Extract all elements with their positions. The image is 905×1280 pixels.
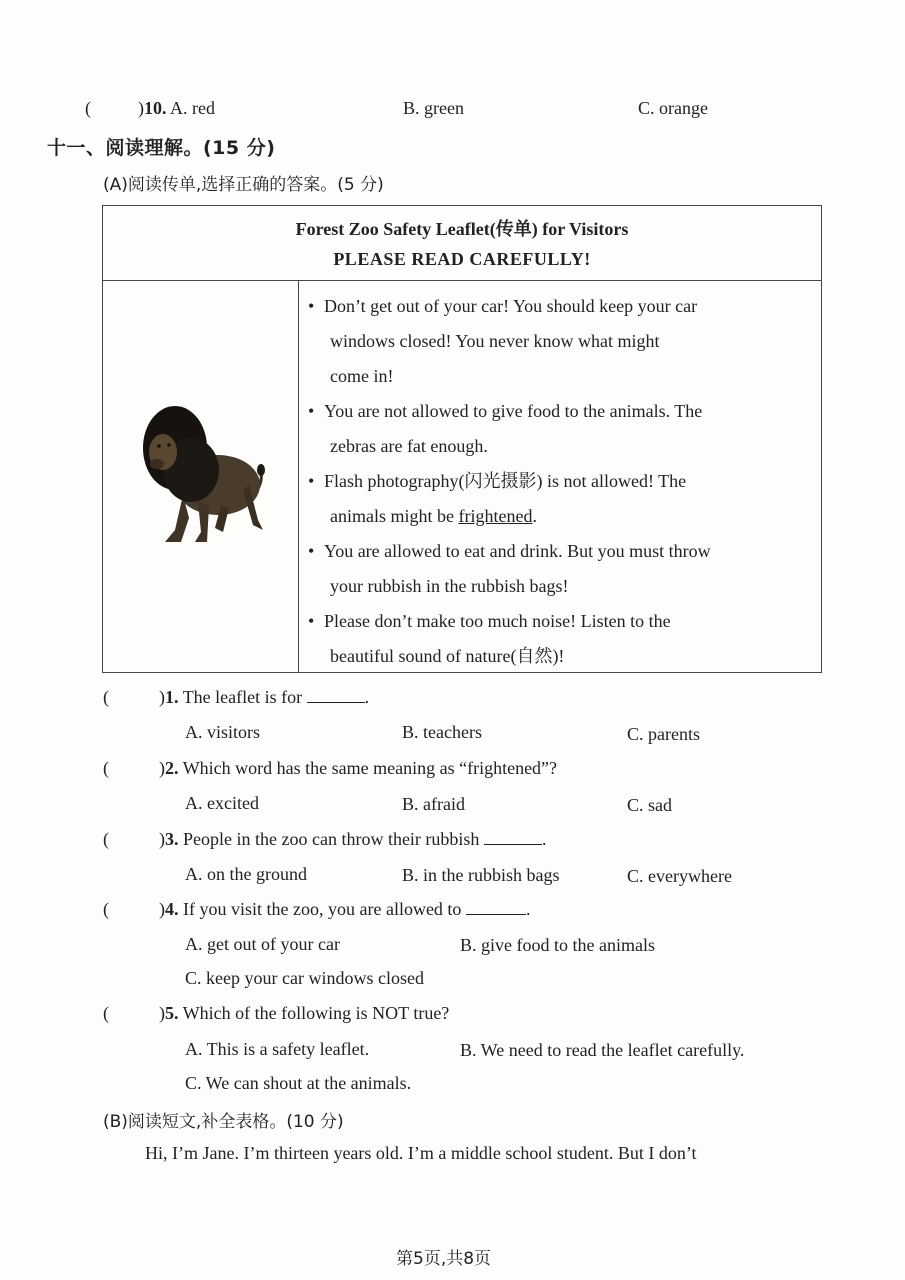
frightened-word: frightened bbox=[458, 506, 533, 526]
question-5: ( )5. Which of the following is NOT true? bbox=[103, 1003, 450, 1023]
question-number: 10. bbox=[144, 98, 167, 118]
passage-text: Hi, I’m Jane. I’m thirteen years old. I’m a middle school student. But I don’t bbox=[145, 1143, 697, 1163]
option-b: B. green bbox=[403, 98, 464, 118]
lion-icon bbox=[103, 280, 298, 674]
q2-option-c: C. sad bbox=[627, 795, 672, 815]
q5-option-c: C. We can shout at the animals. bbox=[185, 1073, 412, 1093]
question-1: ( )1. The leaflet is for . bbox=[103, 687, 370, 707]
q3-option-c: C. everywhere bbox=[627, 866, 732, 886]
answer-paren-close: ) bbox=[138, 98, 144, 118]
q3-option-b: B. in the rubbish bags bbox=[402, 865, 560, 885]
rule-1: • Don’t get out of your car! You should keep your car windows closed! You never know what might come in! bbox=[308, 296, 698, 386]
q1-option-a: A. visitors bbox=[185, 722, 261, 742]
section-title: 十一、阅读理解。(15 分) bbox=[47, 137, 276, 159]
leaflet-image-cell bbox=[103, 280, 299, 672]
answer-blank[interactable] bbox=[307, 688, 365, 703]
question-10 bbox=[85, 98, 215, 119]
answer-paren-open: ( bbox=[85, 98, 91, 118]
q5-option-b: B. We need to read the leaflet carefully. bbox=[460, 1040, 745, 1060]
question-4: ( )4. If you visit the zoo, you are allowed to . bbox=[103, 899, 531, 919]
leaflet-table bbox=[102, 205, 822, 673]
rule-4: • You are allowed to eat and drink. But you must throw your rubbish in the rubbish bags! bbox=[308, 541, 711, 596]
q3-option-a: A. on the ground bbox=[185, 864, 307, 884]
rule-3: • Flash photography(闪光摄影) is not allowed! The animals might be frightened. bbox=[308, 471, 687, 526]
q2-option-a: A. excited bbox=[185, 793, 259, 813]
page-number: 第5页,共8页 bbox=[396, 1249, 492, 1269]
question-3: ( )3. People in the zoo can throw their rubbish . bbox=[103, 829, 547, 849]
q5-option-a: A. This is a safety leaflet. bbox=[185, 1039, 370, 1059]
option-a: A. red bbox=[170, 98, 215, 118]
answer-blank[interactable] bbox=[466, 900, 526, 915]
q4-option-a: A. get out of your car bbox=[185, 934, 340, 954]
leaflet-subtitle: PLEASE READ CAREFULLY! bbox=[333, 249, 591, 269]
answer-blank[interactable] bbox=[484, 830, 542, 845]
q2-option-b: B. afraid bbox=[402, 794, 465, 814]
q4-option-c: C. keep your car windows closed bbox=[185, 968, 424, 988]
leaflet-rules bbox=[308, 289, 816, 674]
rule-5: • Please don’t make too much noise! Listen to the beautiful sound of nature(自然)! bbox=[308, 611, 671, 666]
rule-2: • You are not allowed to give food to the animals. The zebras are fat enough. bbox=[308, 401, 703, 456]
part-b-instruction: (B)阅读短文,补全表格。(10 分) bbox=[103, 1112, 344, 1132]
q1-option-c: C. parents bbox=[627, 724, 700, 744]
part-a-instruction: (A)阅读传单,选择正确的答案。(5 分) bbox=[103, 175, 384, 195]
leaflet-title: Forest Zoo Safety Leaflet(传单) for Visitors bbox=[295, 219, 629, 239]
q4-option-b: B. give food to the animals bbox=[460, 935, 655, 955]
q1-option-b: B. teachers bbox=[402, 722, 482, 742]
question-2: ( )2. Which word has the same meaning as “frightened”? bbox=[103, 758, 558, 778]
leaflet-header bbox=[103, 206, 821, 281]
option-c: C. orange bbox=[638, 98, 708, 118]
